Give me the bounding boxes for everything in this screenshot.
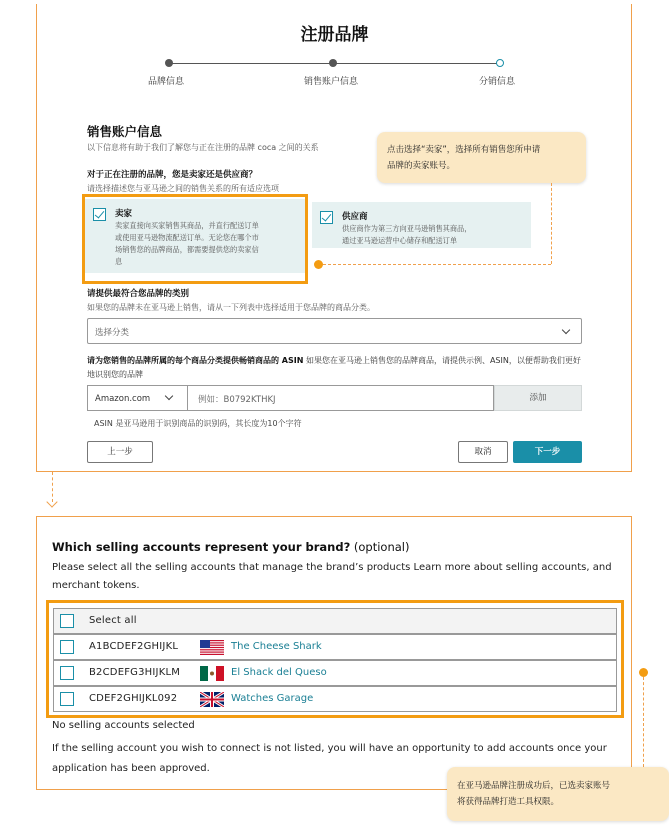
asin-help-text: ASIN 是亚马逊用于识别商品的识别码，其长度为10个字符 [94, 419, 302, 428]
role-question: 对于正在注册的品牌，您是卖家还是供应商？ [87, 170, 258, 180]
seller-tip-callout: 点击选择“卖家”，选择所有销售您所申请 品牌的卖家账号。 [377, 132, 586, 183]
select-all-label: Select all [89, 615, 137, 626]
accounts-highlight-frame [46, 600, 624, 718]
marketplace-select[interactable] [87, 385, 187, 411]
chevron-down-icon [165, 392, 173, 400]
brand-tools-tip-callout: 在亚马逊品牌注册成功后，已选卖家账号 将获得品牌打造工具权限。 [447, 767, 669, 821]
role-question-hint: 请选择描述您与亚马逊之间的销售关系的所有适应选项 [87, 184, 279, 193]
selection-status: No selling accounts selected [52, 720, 195, 731]
vendor-checkbox-checked-icon[interactable] [320, 211, 333, 224]
seller-highlight-frame [82, 194, 308, 284]
prev-step-button[interactable]: 上一步 [87, 441, 153, 463]
vendor-option-title: 供应商 [342, 212, 368, 222]
account-store-name[interactable]: El Shack del Queso [231, 667, 327, 678]
tip-connector-line [323, 264, 551, 265]
tip-connector-line-vertical [551, 183, 552, 264]
step-dot-2 [329, 59, 337, 67]
add-asin-button[interactable]: 添加 [494, 385, 582, 411]
page-title: 注册品牌 [300, 25, 369, 45]
section-subtitle: 以下信息将有助于我们了解您与正在注册的品牌 coca 之间的关系 [87, 143, 319, 152]
account-id: A1BCDEF2GHIJKL [89, 641, 179, 652]
account-id: B2CDEFG3HIJKLM [89, 667, 181, 678]
tip-anchor-dot [314, 260, 323, 269]
selling-accounts-title: Which selling accounts represent your brand? (optional) [52, 540, 410, 554]
tip-connector-line [643, 677, 644, 767]
selling-accounts-desc: Please select all the selling accounts that manage the brand’s products Learn more about selling accounts, and merchant tokens. [52, 562, 612, 591]
step-label-brand-info: 品牌信息 [148, 77, 185, 87]
category-select[interactable] [87, 318, 582, 344]
account-store-name[interactable]: Watches Garage [231, 693, 314, 704]
category-select-value: 选择分类 [95, 328, 130, 338]
seller-option-desc: 卖家直接向买家销售其商品，并直行配送订单 或使用亚马逊物流配送订单。无论您在哪个市 场销售您的品牌商品，都需要提供您的卖家信 息 [115, 221, 259, 266]
cancel-button[interactable]: 取消 [458, 441, 508, 463]
seller-option-title: 卖家 [115, 209, 133, 219]
arrow-down-icon [46, 496, 57, 507]
step-label-selling-account: 销售账户信息 [304, 77, 359, 87]
asin-input[interactable]: 例如：B0792KTHKJ [187, 385, 494, 411]
account-id: CDEF2GHIJKL092 [89, 693, 178, 704]
unlisted-account-note: If the selling account you wish to connect is not listed, you will have an opportunity to add accounts once your application has been approved. [52, 743, 607, 774]
step-label-distribution: 分销信息 [479, 77, 516, 87]
marketplace-select-value: Amazon.com [95, 394, 151, 404]
vendor-option-desc: 供应商作为第三方向亚马逊销售其商品， 通过亚马逊运营中心储存和配送订单 [342, 224, 472, 245]
category-question-hint: 如果您的品牌未在亚马逊上销售，请从一下列表中选择适用于您品牌的商品分类。 [87, 303, 375, 312]
vendor-option[interactable] [312, 202, 531, 248]
chevron-down-icon [562, 326, 570, 334]
tip-anchor-dot [639, 668, 648, 677]
step-dot-1 [165, 59, 173, 67]
step-dot-3 [496, 59, 504, 67]
next-step-button[interactable]: 下一步 [513, 441, 582, 463]
asin-question: 请为您销售的品牌所属的每个商品分类提供畅销商品的 ASIN 如果您在亚马逊上销售您的品牌商品，请提供示例、ASIN，以便帮助我们更好地识别您的品牌 [87, 356, 581, 379]
section-title: 销售账户信息 [87, 124, 163, 139]
account-store-name[interactable]: The Cheese Shark [231, 641, 322, 652]
category-question: 请提供最符合您品牌的类别 [87, 289, 190, 299]
